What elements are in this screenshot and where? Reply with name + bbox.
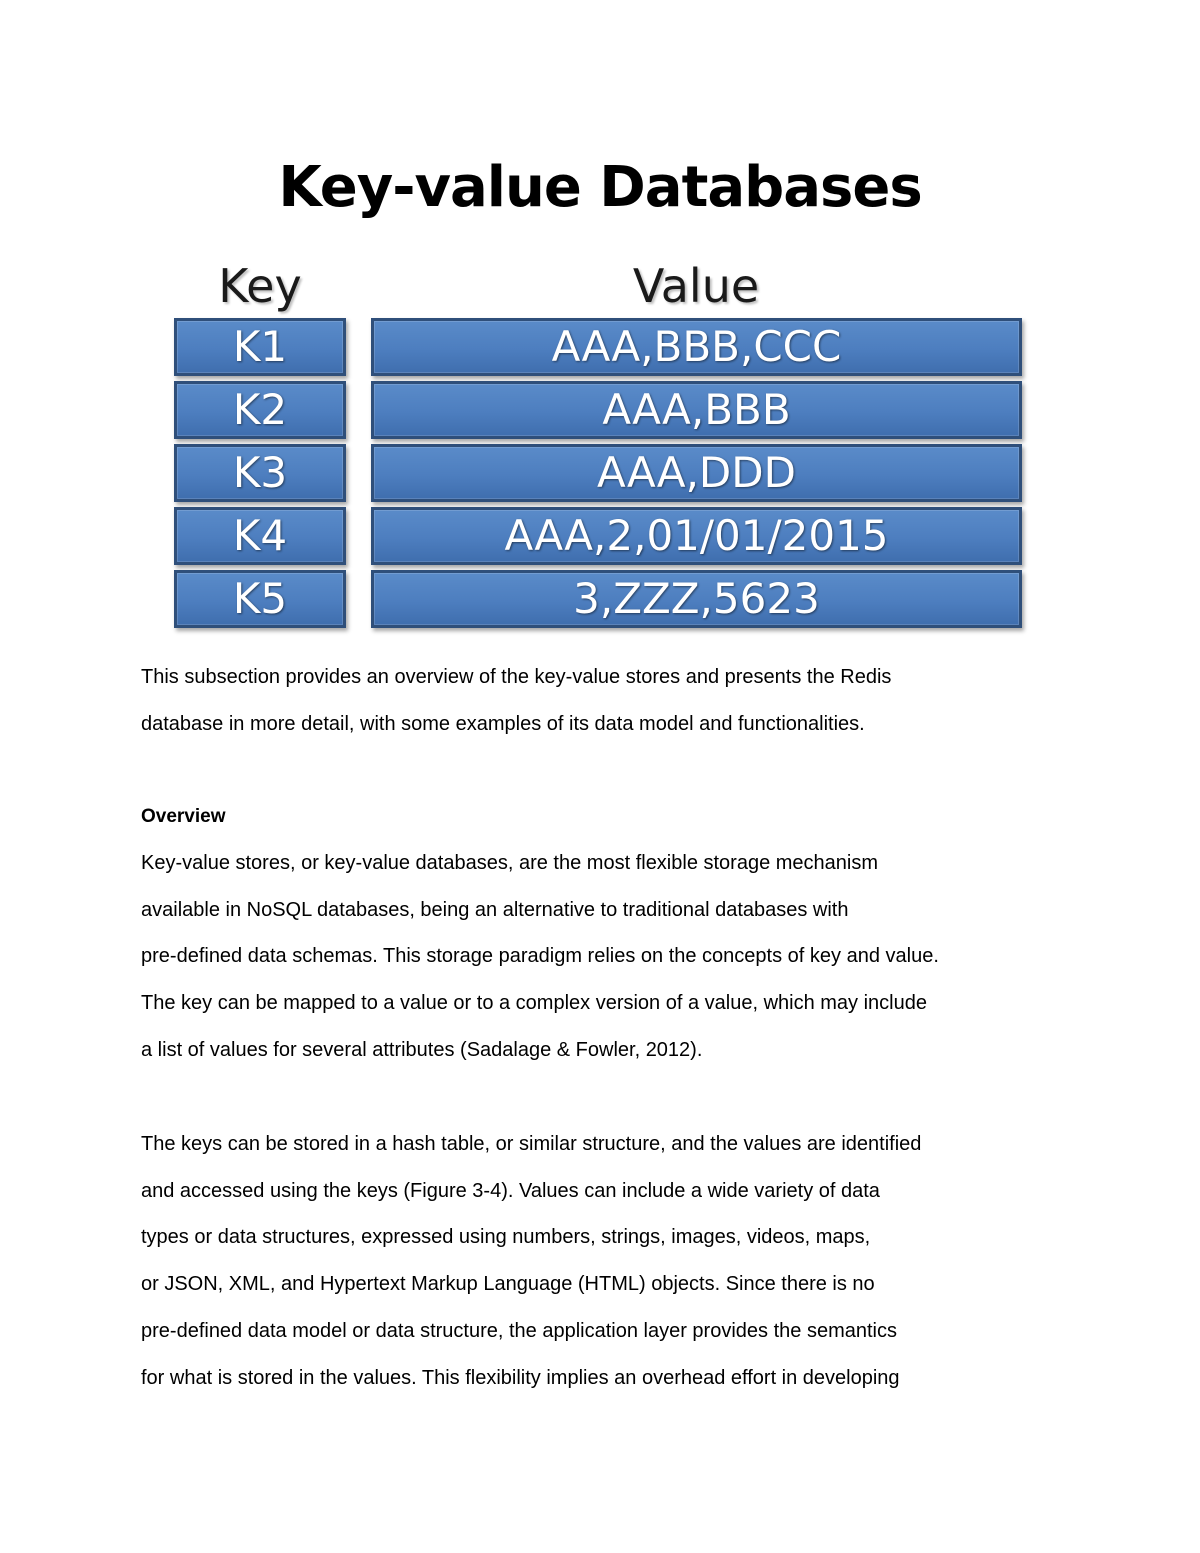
text-line: pre-defined data model or data structure, the application layer provides the semantics xyxy=(141,1319,897,1342)
key-cell: K3 xyxy=(174,444,346,502)
text-line: This subsection provides an overview of the key-value stores and presents the Redis xyxy=(141,666,892,688)
page-title: Key-value Databases xyxy=(278,155,922,220)
text-line: pre-defined data schemas. This storage paradigm relies on the concepts of key and value. xyxy=(141,945,939,968)
text-line: The keys can be stored in a hash table, or similar structure, and the values are identified xyxy=(141,1133,922,1155)
key-value-figure xyxy=(172,258,1024,634)
text-line: The key can be mapped to a value or to a complex version of a value, which may include xyxy=(141,992,927,1015)
key-cell: K1 xyxy=(174,318,346,376)
text-line: database in more detail, with some examples of its data model and functionalities. xyxy=(141,712,865,735)
key-cell: K4 xyxy=(174,507,346,565)
kv-row xyxy=(172,318,1024,376)
key-cell: K5 xyxy=(174,570,346,628)
text-line: a list of values for several attributes (Sadalage & Fowler, 2012). xyxy=(141,1038,703,1061)
text-line: Key-value stores, or key-value databases, are the most flexible storage mechanism xyxy=(141,852,879,874)
text-line: types or data structures, expressed using numbers, strings, images, videos, maps, xyxy=(141,1226,871,1249)
value-cell: AAA,BBB xyxy=(371,381,1022,439)
value-cell: AAA,DDD xyxy=(371,444,1022,502)
kv-row xyxy=(172,381,1024,439)
text-line: and accessed using the keys (Figure 3-4). Values can include a wide variety of data xyxy=(141,1179,880,1202)
value-column-header: Value xyxy=(632,259,760,313)
text-line: or JSON, XML, and Hypertext Markup Language (HTML) objects. Since there is no xyxy=(141,1273,875,1296)
text-line: available in NoSQL databases, being an alternative to traditional databases with xyxy=(141,898,849,921)
key-column-header: Key xyxy=(218,259,302,313)
kv-row xyxy=(172,444,1024,502)
intro-paragraph xyxy=(141,654,891,747)
text-line: for what is stored in the values. This flexibility implies an overhead effort in developing xyxy=(141,1366,900,1389)
kv-row xyxy=(172,507,1024,565)
section-heading: Overview xyxy=(141,806,226,827)
key-cell: K2 xyxy=(174,381,346,439)
overview-paragraph-1 xyxy=(141,840,939,1074)
value-cell: AAA,2,01/01/2015 xyxy=(371,507,1022,565)
value-cell: 3,ZZZ,5623 xyxy=(371,570,1022,628)
value-cell: AAA,BBB,CCC xyxy=(371,318,1022,376)
kv-row xyxy=(172,570,1024,628)
overview-paragraph-2 xyxy=(141,1121,921,1401)
